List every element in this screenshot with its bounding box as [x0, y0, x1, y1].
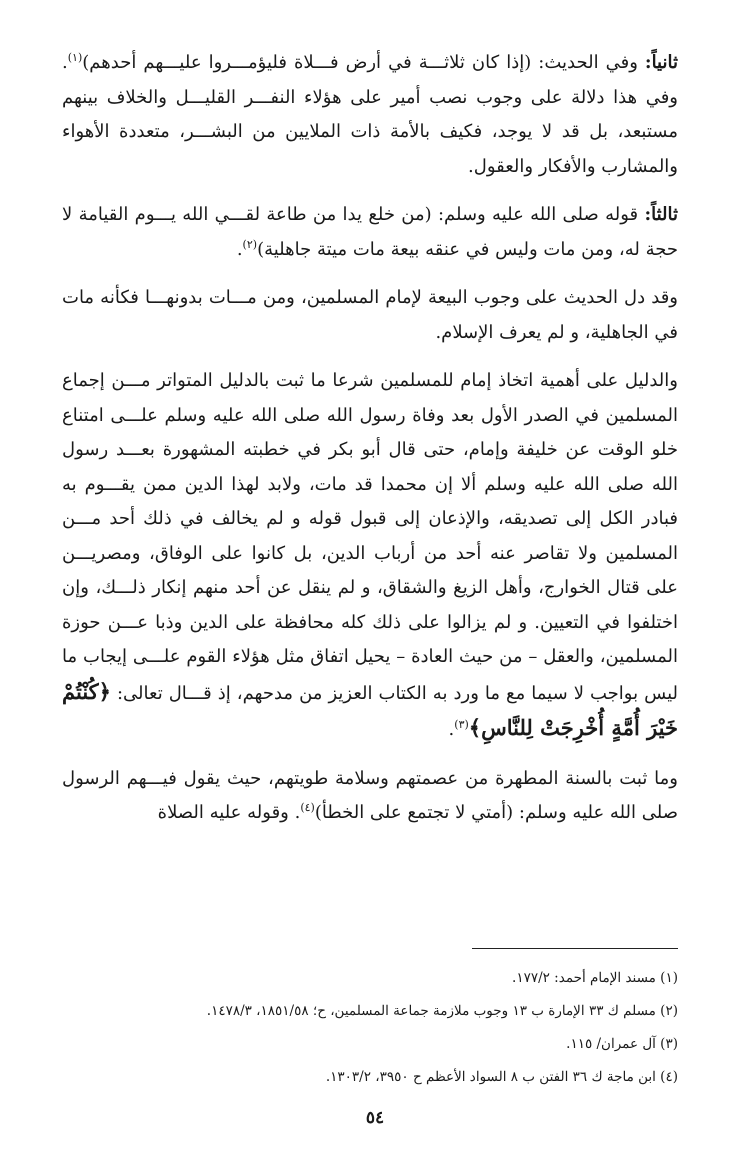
- footnote-1: (١) مسند الإمام أحمد: ١٧٧/٢.: [512, 970, 678, 986]
- paragraph-tail: . وفي هذا دلالة على وجوب نصب أمير على هؤلاء النفـــر القليـــل والخلاف بينهم مستبعد، بل قد لا يوجد، فكيف بالأمة ذات الملايين من البشـــر، متعددة الأهواء والمشارب والأفكار والعقول.: [62, 52, 678, 177]
- paragraph-text: والدليل على أهمية اتخاذ إمام للمسلمين شرعا ما ثبت بالدليل المتواتر مـــن إجماع المسلمين في الصدر الأول بعد وفاة رسول الله صلى الله عليه وسلم علـــى امتناع خلو الوقت عن خليفة وإمام، حتى قال أبو بكر في خطبته المشهورة بعـــد رسول الله صلى الله عليه وسلم ألا إن محمدا قد مات، ولابد لهذا الدين ممن يقـــوم به فبادر الكل إلى تصديقه، والإذعان إلى قبول قوله و لم يخالف في ذلك أحد مـــن المسلمين ولا تقاصر عنه أحد من أرباب الدين، بل كانوا على الوفاق، ومصريـــن على قتال الخوارج، وأهل الزيغ والشقاق، و لم ينقل عن أحد منهم إنكار ذلـــك، وإن اختلفوا في التعيين. و لم يزالوا على ذلك كله محافظة على الدين وذبا عـــن حوزة المسلمين، والعقل – من حيث العادة – يحيل اتفاق مثل هؤلاء القوم علـــى إيجاب ما ليس بواجب لا سيما مع ما ورد به الكتاب العزيز من مدحهم، إذ قـــال تعالى:: [62, 370, 678, 704]
- paragraph-second-evidence: [62, 46, 678, 184]
- page-number: ٥٤: [365, 1108, 385, 1128]
- paragraph-tail: .: [236, 238, 243, 260]
- paragraph-tail: .: [448, 719, 455, 740]
- paragraph-third-evidence: [62, 198, 678, 267]
- footnote-ref[interactable]: (٣): [454, 718, 469, 731]
- paragraph-consensus: [62, 364, 678, 748]
- footnote-ref[interactable]: (١): [67, 51, 83, 64]
- main-text: [62, 46, 678, 845]
- footnote-2: (٢) مسلم ك ٣٣ الإمارة ب ١٣ وجوب ملازمة جماعة المسلمين، ح؛ ١٨٥١/٥٨، ١٤٧٨/٣.: [206, 1003, 678, 1019]
- footnote-ref[interactable]: (٤): [300, 801, 315, 814]
- paragraph-tail: . وقوله عليه الصلاة: [157, 802, 301, 823]
- paragraph-text: وفي الحديث: (إذا كان ثلاثـــة في أرض فـــلاة فليؤمـــروا عليـــهم أحدهم): [82, 52, 645, 73]
- paragraph-sunnah: [62, 762, 678, 831]
- paragraph-bayah: [62, 281, 678, 350]
- paragraph-text: قوله صلى الله عليه وسلم: (من خلع يدا من طاعة لقـــي الله يـــوم القيامة لا حجة له، ومن مات وليس في عنقه بيعة مات ميتة جاهلية): [62, 204, 678, 260]
- footnotes: [62, 962, 678, 1094]
- footnote-ref[interactable]: (٢): [242, 237, 258, 251]
- footnote-4: (٤) ابن ماجة ك ٣٦ الفتن ب ٨ السواد الأعظم ح ٣٩٥٠، ١٣٠٣/٢.: [325, 1069, 678, 1085]
- footnote-divider: [472, 948, 678, 949]
- paragraph-text: وقد دل الحديث على وجوب البيعة لإمام المسلمين، ومن مـــات بدونهـــا فكأنه مات في الجاهلية، و لم يعرف الإسلام.: [62, 287, 678, 343]
- paragraph-lead: ثانياً:: [644, 52, 678, 73]
- paragraph-lead: ثالثاً:: [644, 204, 678, 225]
- quran-verse: ﴿كُنْتُمْ خَيْرَ أُمَّةٍ أُخْرِجَتْ لِلنَّاسِ﴾: [62, 678, 678, 740]
- paragraph-text: وما ثبت بالسنة المطهرة من عصمتهم وسلامة طويتهم، حيث يقول فيـــهم الرسول صلى الله عليه وسلم: (أمتي لا تجتمع على الخطأ): [62, 767, 678, 823]
- footnote-3: (٣) آل عمران/ ١١٥.: [566, 1036, 678, 1052]
